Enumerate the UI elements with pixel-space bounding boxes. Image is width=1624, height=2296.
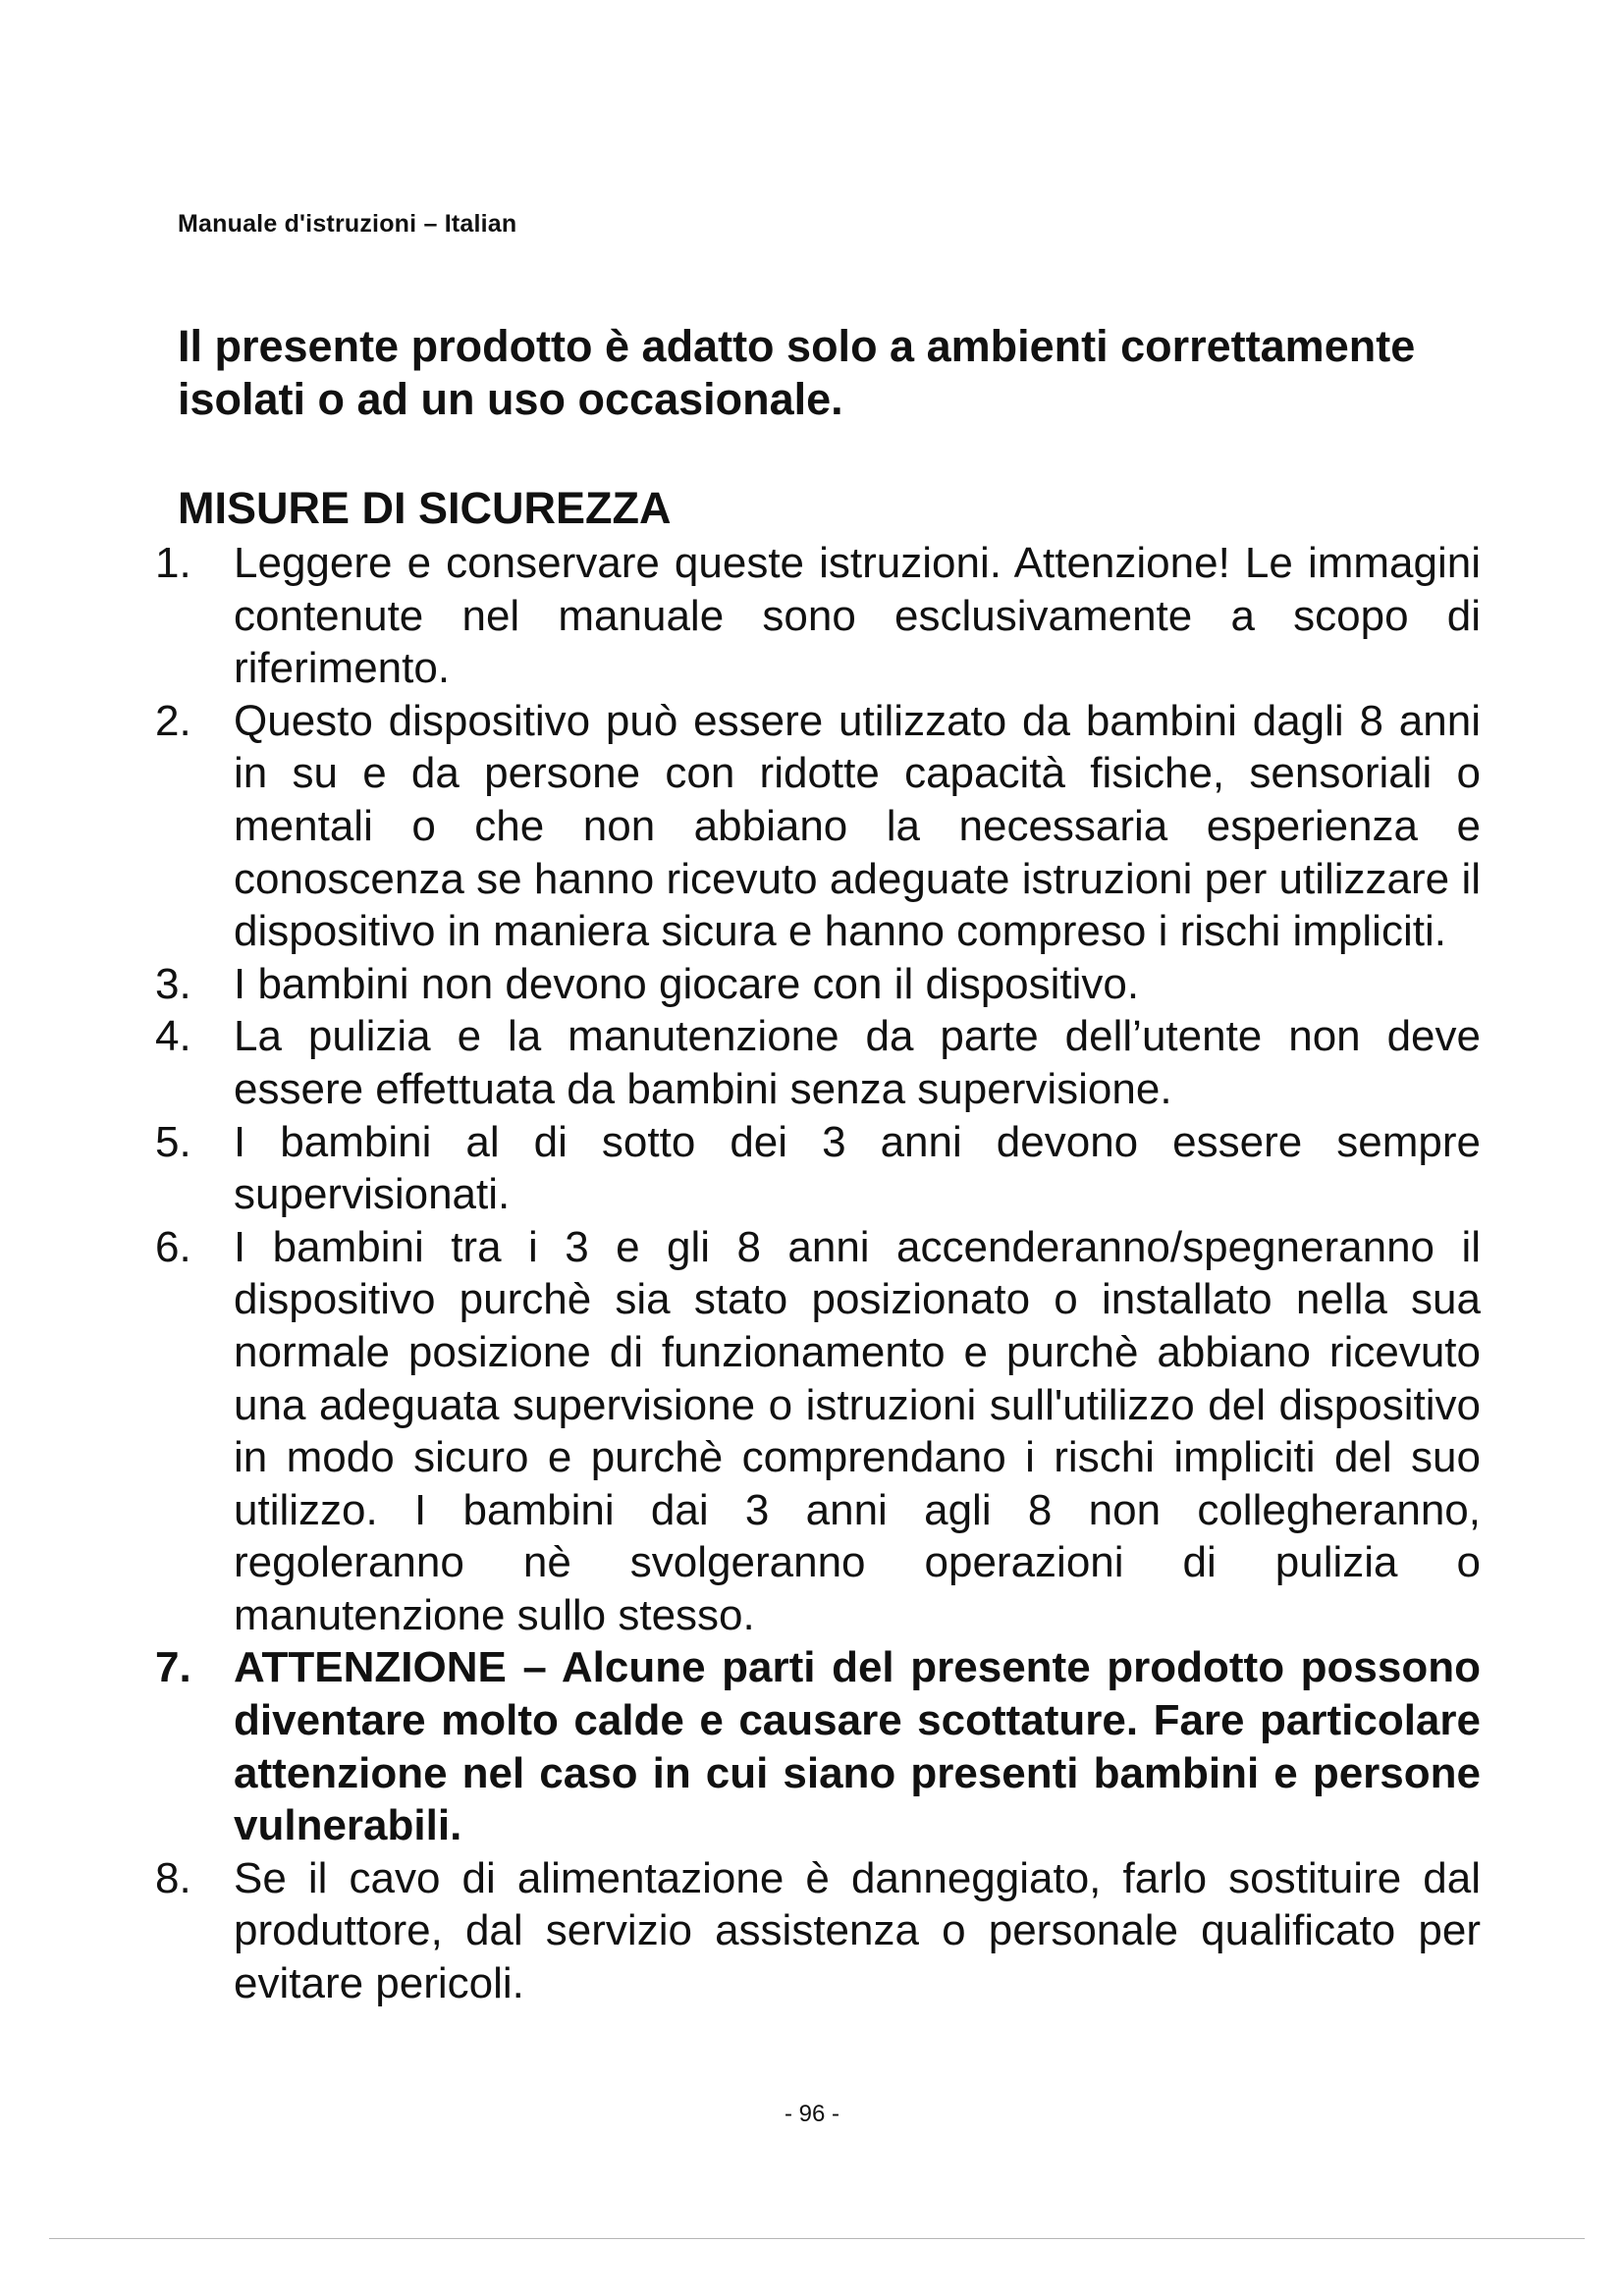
footer-divider [49,2238,1585,2239]
safety-item-4 [0,1010,1624,1115]
safety-item-2 [0,695,1624,958]
page-header: Manuale d'istruzioni – Italian [178,210,517,238]
item-number: 5. [155,1117,191,1166]
safety-item-3 [0,958,1624,1011]
item-text: I bambini non devono giocare con il dispositivo. [234,959,1140,1008]
item-text: I bambini al di sotto dei 3 anni devono essere sempre supervisionati. [234,1117,1481,1219]
item-number: 7. [155,1643,191,1692]
section-title: MISURE DI SICUREZZA [178,483,672,533]
page-number: - 96 - [784,2101,839,2127]
item-number: 1. [155,539,191,587]
item-text: ATTENZIONE – Alcune parti del presente prodotto possono diventare molto calde e causare scottature. Fare particolare attenzione nel caso in cui siano presenti bambini e persone vulnerabili. [234,1643,1481,1850]
item-number: 8. [155,1853,191,1902]
safety-item-8 [0,1852,1624,2010]
intro-warning: Il presente prodotto è adatto solo a ambienti correttamente isolati o ad un uso occasionale. [178,321,1416,424]
item-text: I bambini tra i 3 e gli 8 anni accenderanno/spegneranno il dispositivo purchè sia stato posizionato o installato nella sua normale posizione di funzionamento e purchè abbiano ricevuto una adeguata supervisione o istruzioni sull'utilizzo del dispositivo in modo sicuro e purchè comprendano i rischi impliciti del suo utilizzo. I bambini dai 3 anni agli 8 non collegheranno, regoleranno nè svolgeranno operazioni di pulizia o manutenzione sullo stesso. [234,1222,1481,1639]
safety-item-7-warning [0,1641,1624,1851]
safety-item-5 [0,1116,1624,1221]
item-number: 3. [155,959,191,1008]
safety-item-6 [0,1221,1624,1642]
item-text: Se il cavo di alimentazione è danneggiato, farlo sostituire dal produttore, dal servizio assistenza o personale qualificato per evitare pericoli. [234,1853,1481,2008]
item-number: 4. [155,1012,191,1061]
safety-list [0,537,1624,2010]
item-number: 2. [155,696,191,745]
item-text: Leggere e conservare queste istruzioni. Attenzione! Le immagini contenute nel manuale sono esclusivamente a scopo di riferimento. [234,539,1481,693]
item-text: La pulizia e la manutenzione da parte dell’utente non deve essere effettuata da bambini senza supervisione. [234,1012,1481,1113]
safety-item-1 [0,537,1624,695]
item-text: Questo dispositivo può essere utilizzato da bambini dagli 8 anni in su e da persone con ridotte capacità fisiche, sensoriali o mentali o che non abbiano la necessaria esperienza e conoscenza se hanno ricevuto adeguate istruzioni per utilizzare il dispositivo in maniera sicura e hanno compreso i rischi impliciti. [234,696,1481,956]
item-number: 6. [155,1222,191,1271]
